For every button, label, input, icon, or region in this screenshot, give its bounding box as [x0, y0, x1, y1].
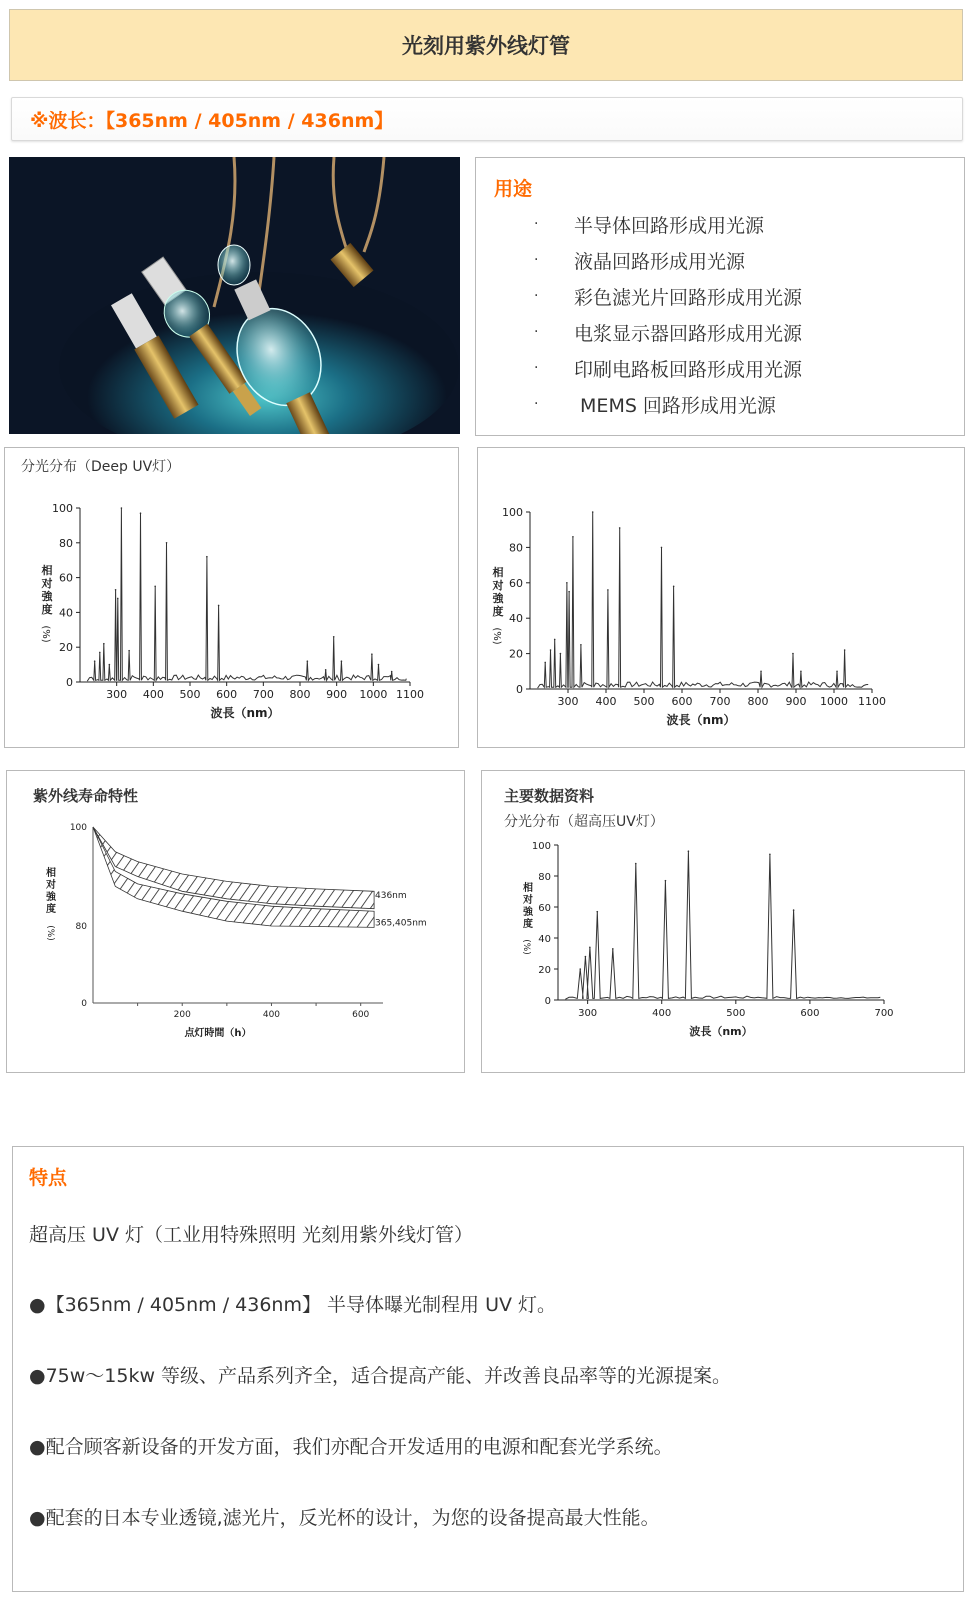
y-tick-label: 0 [66, 676, 73, 689]
series-label: 436nm [375, 891, 407, 902]
y-axis-label-char: 对 [523, 895, 533, 906]
x-tick-label: 900 [326, 688, 348, 701]
peak-point [607, 589, 609, 591]
peak-point [769, 854, 771, 856]
y-tick-label: 80 [75, 922, 87, 932]
peak-point [154, 586, 156, 588]
uv-lamp-photo [9, 157, 460, 434]
bullet: · [534, 396, 539, 412]
peak-point [341, 660, 343, 662]
x-tick-label: 300 [106, 688, 128, 701]
uses-title: 用途 [494, 178, 533, 200]
y-axis-label-char: 对 [41, 577, 53, 590]
y-axis-label-char: 对 [46, 880, 56, 891]
spectrum-series-line [565, 851, 880, 999]
peak-point [371, 653, 373, 655]
peak-point [115, 589, 117, 591]
y-axis-label-char: 強 [46, 892, 56, 903]
peak-point [619, 527, 621, 529]
x-tick-label: 700 [709, 695, 731, 708]
x-axis-label: 波長（nm） [689, 1025, 753, 1038]
peak-point [218, 605, 220, 607]
wavelength-text: ※波长：【365nm / 405nm / 436nm】 [30, 109, 394, 132]
y-tick-label: 20 [59, 641, 73, 655]
peak-point [166, 542, 168, 544]
peak-point [550, 649, 552, 651]
peak-point [800, 671, 802, 673]
peak-point [596, 911, 598, 913]
x-tick-label: 800 [289, 688, 311, 701]
x-tick-label: 600 [352, 1010, 370, 1020]
features-panel [12, 1146, 964, 1592]
list-item [534, 350, 802, 386]
uses-item-text: MEMS 回路形成用光源 [574, 394, 776, 417]
x-tick-label: 1000 [359, 688, 388, 701]
x-tick-label: 400 [595, 695, 617, 708]
y-axis-unit: (%) [521, 939, 531, 955]
y-tick-label: 0 [516, 683, 523, 696]
y-tick-label: 80 [59, 536, 73, 550]
peak-point [673, 586, 675, 588]
y-axis-label-char: 強 [523, 907, 533, 918]
uses-item-text: 液晶回路形成用光源 [574, 250, 746, 273]
peak-point [635, 863, 637, 865]
x-axis-label: 点灯時間（h） [184, 1028, 252, 1039]
x-tick-label: 400 [142, 688, 164, 701]
peak-point [378, 664, 380, 666]
feature-line: ●配套的日本专业透镜,滤光片，反光杯的设计，为您的设备提高最大性能。 [29, 1507, 660, 1529]
y-tick-label: 40 [59, 606, 73, 620]
chart-title: 主要数据资料 [504, 787, 595, 805]
wavelength-banner [11, 97, 963, 141]
x-tick-label: 300 [557, 695, 579, 708]
y-tick-label: 40 [509, 612, 523, 626]
x-tick-label: 800 [747, 695, 769, 708]
spectrum-chart-ultra-high-pressure [482, 771, 964, 1072]
feature-line: ●75w～15kw 等级、产品系列齐全，适合提高产能、并改善良品率等的光源提案。 [29, 1365, 732, 1387]
chart-box-main-data [481, 770, 965, 1073]
x-tick-label: 200 [173, 1010, 191, 1020]
peak-point [568, 591, 570, 593]
y-tick-label: 80 [538, 872, 551, 883]
chart-title: 分光分布（Deep UV灯） [21, 459, 181, 475]
peak-point [391, 671, 393, 673]
x-tick-label: 400 [262, 1010, 281, 1020]
peak-point [836, 671, 838, 673]
y-tick-label: 100 [69, 823, 87, 833]
x-tick-label: 600 [671, 695, 693, 708]
y-axis-label-char: 相 [492, 566, 504, 579]
y-axis-label-char: 相 [46, 868, 56, 879]
chart-box-spectrum-2 [477, 447, 965, 748]
chart-box-deep-uv [4, 447, 459, 748]
y-axis-label-char: 強 [41, 590, 53, 603]
x-tick-label: 700 [874, 1008, 894, 1019]
peak-point [128, 650, 130, 652]
y-tick-label: 100 [502, 506, 523, 519]
peak-point [612, 948, 614, 950]
uses-item-text: 电浆显示器回路形成用光源 [574, 322, 803, 345]
y-tick-label: 0 [544, 996, 551, 1007]
y-axis-label-char: 強 [492, 592, 504, 605]
x-tick-label: 1100 [396, 688, 424, 701]
uses-item-text: 彩色滤光片回路形成用光源 [574, 286, 803, 309]
y-tick-label: 60 [509, 576, 523, 590]
x-axis-label: 波長（nm） [666, 713, 736, 727]
uses-list [534, 206, 802, 422]
x-tick-label: 1100 [858, 695, 886, 708]
peak-point [544, 662, 546, 664]
peak-point [560, 653, 562, 655]
features-title: 特点 [29, 1167, 68, 1189]
y-axis-label-char: 对 [492, 579, 504, 592]
lifetime-band-1 [93, 827, 374, 927]
series-label: 365,405nm [375, 918, 427, 929]
y-tick-label: 20 [509, 647, 523, 661]
peak-point [566, 582, 568, 584]
peak-point [140, 512, 142, 514]
list-item [534, 242, 802, 278]
chart-subtitle: 分光分布（超高压UV灯） [504, 814, 664, 830]
x-tick-label: 700 [252, 688, 274, 701]
peak-point [109, 664, 111, 666]
bullet: · [534, 360, 539, 376]
feature-line: 超高压 UV 灯（工业用特殊照明 光刻用紫外线灯管） [29, 1224, 474, 1246]
peak-point [580, 644, 582, 646]
spectrum-series-line [538, 512, 869, 688]
x-tick-label: 500 [179, 688, 201, 701]
bullet: · [534, 324, 539, 340]
peak-point [103, 643, 105, 645]
y-tick-label: 60 [59, 571, 73, 585]
spectrum-series-line [87, 508, 406, 681]
uv-lamp-photo-icon [9, 157, 460, 434]
y-axis-label-char: 相 [41, 564, 53, 577]
peak-point [760, 671, 762, 673]
bullet: · [534, 252, 539, 268]
peak-point [592, 511, 594, 513]
peak-point [117, 598, 119, 600]
y-axis-unit: (%) [45, 925, 55, 941]
peak-point [307, 660, 309, 662]
y-axis-label-char: 度 [46, 904, 56, 915]
peak-point [333, 636, 335, 638]
peak-point [94, 660, 96, 662]
list-item [534, 278, 802, 314]
x-tick-label: 400 [652, 1008, 672, 1019]
x-tick-label: 300 [578, 1008, 598, 1019]
peak-point [844, 649, 846, 651]
y-axis-label-char: 度 [41, 603, 53, 616]
x-tick-label: 500 [633, 695, 655, 708]
peak-point [121, 507, 123, 509]
y-tick-label: 0 [81, 999, 87, 1009]
peak-point [589, 947, 591, 949]
chart-box-lifetime [6, 770, 465, 1073]
peak-point [206, 556, 208, 558]
y-axis-label-char: 相 [523, 883, 533, 894]
spectrum-chart-2 [478, 448, 964, 747]
list-item [534, 206, 802, 242]
peak-point [99, 652, 101, 654]
uses-item-text: 印刷电路板回路形成用光源 [574, 358, 803, 381]
lifetime-chart [7, 771, 464, 1072]
bullet: · [534, 288, 539, 304]
uses-panel [475, 157, 965, 436]
x-tick-label: 1000 [820, 695, 848, 708]
peak-point [661, 547, 663, 549]
uses-item-text: 半导体回路形成用光源 [574, 214, 765, 237]
peak-point [793, 909, 795, 911]
peak-point [688, 850, 690, 852]
y-tick-label: 60 [538, 903, 551, 914]
x-tick-label: 900 [785, 695, 807, 708]
x-tick-label: 600 [216, 688, 238, 701]
y-tick-label: 100 [531, 841, 551, 852]
y-axis-label-char: 度 [523, 919, 533, 930]
feature-line: ●【365nm / 405nm / 436nm】 半导体曝光制程用 UV 灯。 [29, 1294, 557, 1316]
peak-point [792, 653, 794, 655]
y-axis-unit: (%) [491, 627, 502, 645]
peak-point [325, 669, 327, 671]
chart-title: 紫外线寿命特性 [33, 787, 139, 805]
peak-point [665, 880, 667, 882]
peak-point [572, 536, 574, 538]
peak-point [554, 639, 556, 641]
list-item [534, 386, 802, 422]
y-tick-label: 20 [538, 965, 551, 976]
peak-point [579, 968, 581, 970]
bullet: · [534, 216, 539, 232]
y-axis-label-char: 度 [492, 605, 504, 618]
page-title: 光刻用紫外线灯管 [402, 34, 570, 58]
feature-line: ●配合顾客新设备的开发方面，我们亦配合开发适用的电源和配套光学系统。 [29, 1436, 673, 1458]
x-tick-label: 600 [800, 1008, 820, 1019]
y-tick-label: 100 [52, 502, 73, 515]
y-tick-label: 40 [538, 934, 551, 945]
y-tick-label: 80 [509, 541, 523, 555]
x-axis-label: 波長（nm） [210, 706, 280, 720]
page-title-bar [9, 9, 963, 81]
list-item [534, 314, 802, 350]
peak-point [585, 956, 587, 958]
x-tick-label: 500 [726, 1008, 746, 1019]
spectrum-chart-deep-uv [5, 448, 458, 747]
y-axis-unit: (%) [40, 625, 51, 643]
